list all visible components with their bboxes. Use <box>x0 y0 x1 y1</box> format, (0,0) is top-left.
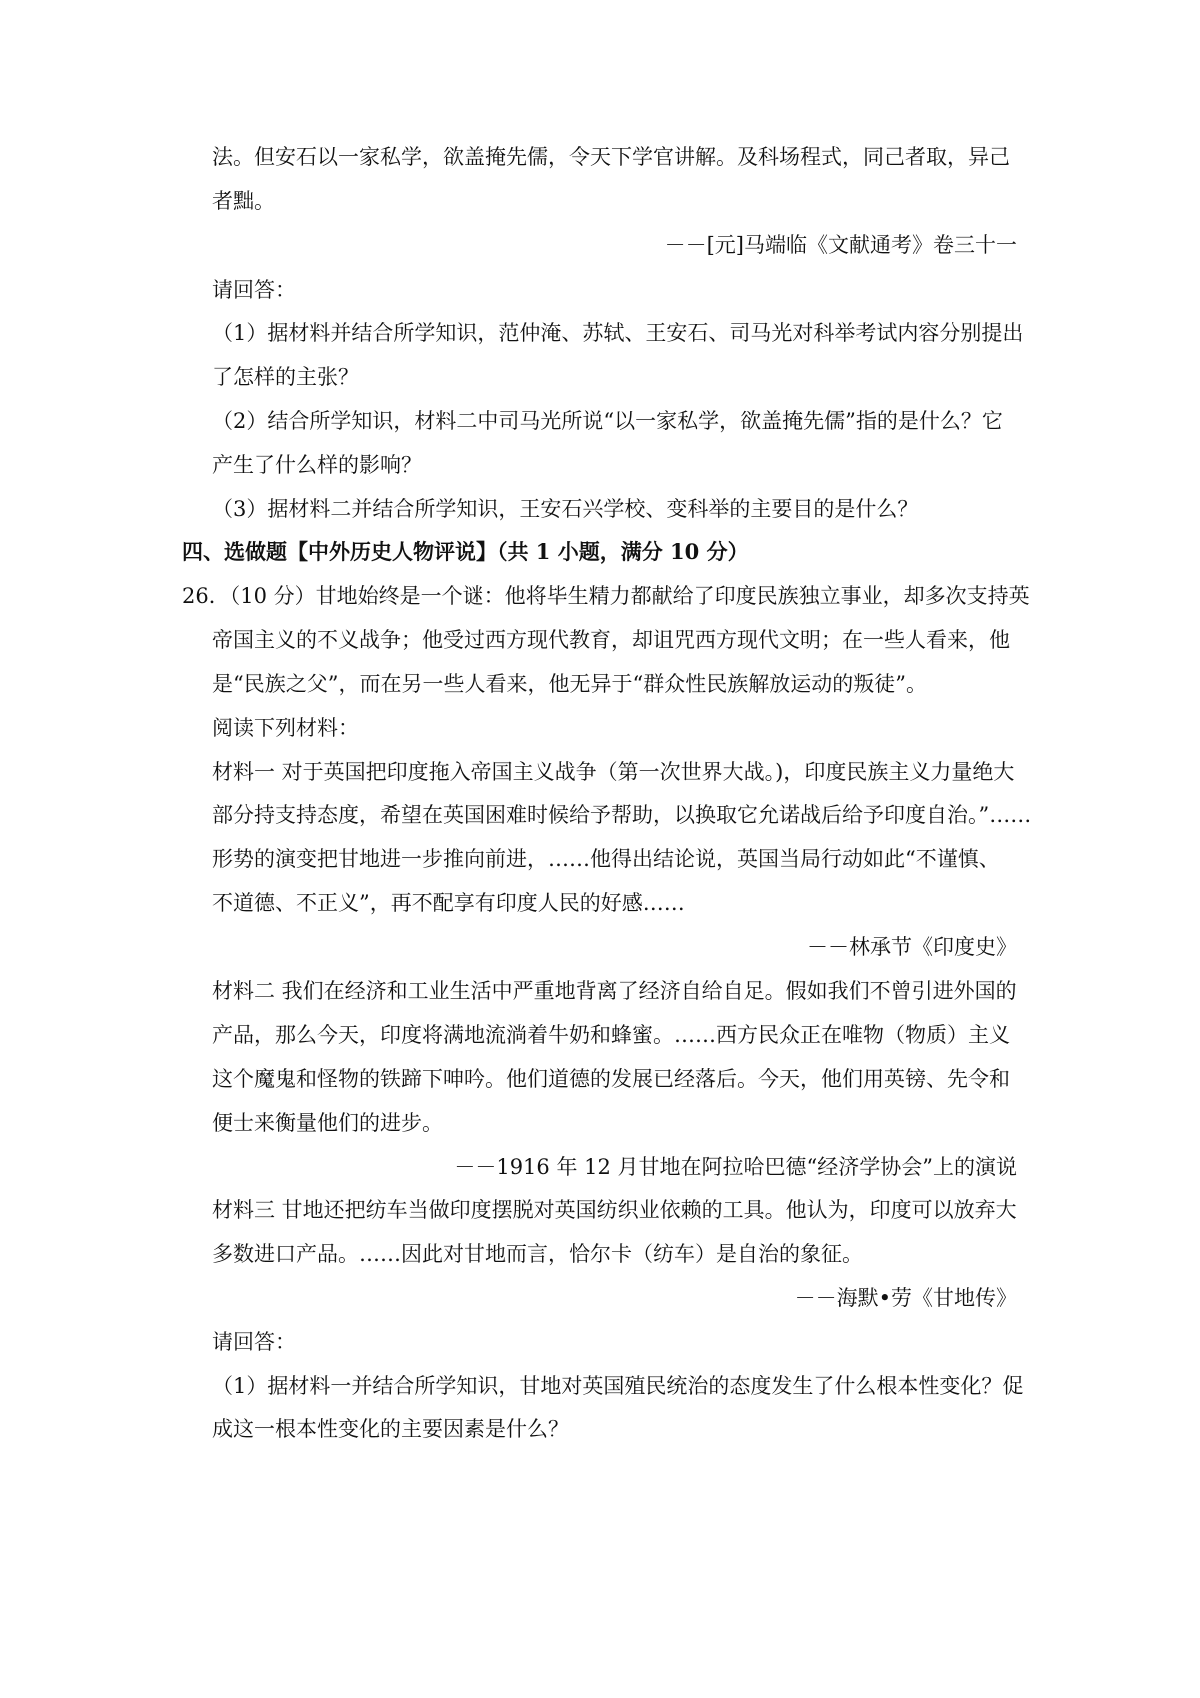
question-1-2: （2）结合所学知识，材料二中司马光所说“以一家私学，欲盖掩先儒”指的是什么？它 <box>212 409 1003 433</box>
question-1-1-cont: 了怎样的主张？ <box>212 365 359 389</box>
source-citation: －－林承节《印度史》 <box>807 935 1017 959</box>
prompt-label: 请回答： <box>212 278 296 302</box>
question-1-2-cont: 产生了什么样的影响？ <box>212 453 422 477</box>
material-2-line: 材料二 我们在经济和工业生活中严重地背离了经济自给自足。假如我们不曾引进外国的 <box>212 979 1017 1003</box>
question-26: 26．（10 分）甘地始终是一个谜：他将毕生精力都献给了印度民族独立事业，却多次支持英 <box>182 584 1030 608</box>
material-3-line: 材料三 甘地还把纺车当做印度摆脱对英国纺织业依赖的工具。他认为，印度可以放弃大 <box>212 1198 1017 1222</box>
source-citation: －－海默•劳《甘地传》 <box>794 1286 1017 1310</box>
prompt-label: 请回答： <box>212 1330 296 1354</box>
question-26-cont: 帝国主义的不义战争；他受过西方现代教育，却诅咒西方现代文明；在一些人看来，他 <box>212 628 1010 652</box>
question-1-3: （3）据材料二并结合所学知识，王安石兴学校、变科举的主要目的是什么？ <box>212 497 919 521</box>
material-1-line: 形势的演变把甘地进一步推向前进，……他得出结论说，英国当局行动如此“不谨慎、 <box>212 847 1000 871</box>
question-26-1-cont: 成这一根本性变化的主要因素是什么？ <box>212 1417 569 1441</box>
material-3-line: 多数进口产品。……因此对甘地而言，恰尔卡（纺车）是自治的象征。 <box>212 1242 863 1266</box>
question-1-1: （1）据材料并结合所学知识，范仲淹、苏轼、王安石、司马光对科举考试内容分别提出 <box>212 321 1024 345</box>
section-heading: 四、选做题【中外历史人物评说】（共 1 小题，满分 10 分） <box>182 539 749 564</box>
question-26-cont: 是“民族之父”，而在另一些人看来，他无异于“群众性民族解放运动的叛徒”。 <box>212 672 927 696</box>
material-1-line: 部分持支持态度，希望在英国困难时候给予帮助，以换取它允诺战后给予印度自治。”…… <box>212 803 1032 827</box>
question-26-1: （1）据材料一并结合所学知识，甘地对英国殖民统治的态度发生了什么根本性变化？促 <box>212 1374 1024 1398</box>
material-1-line: 不道德、不正义”，再不配享有印度人民的好感…… <box>212 891 685 915</box>
material-2-line: 产品，那么今天，印度将满地流淌着牛奶和蜂蜜。……西方民众正在唯物（物质）主义 <box>212 1023 1010 1047</box>
text-line: 者黜。 <box>212 189 275 213</box>
material-2-line: 这个魔鬼和怪物的铁蹄下呻吟。他们道德的发展已经落后。今天，他们用英镑、先令和 <box>212 1067 1010 1091</box>
instruction-line: 阅读下列材料： <box>212 716 359 740</box>
text-line: 法。但安石以一家私学，欲盖掩先儒，令天下学官讲解。及科场程式，同己者取，异己 <box>212 145 1010 169</box>
material-1-line: 材料一 对于英国把印度拖入帝国主义战争（第一次世界大战。)，印度民族主义力量绝大 <box>212 760 1015 784</box>
source-citation: －－1916 年 12 月甘地在阿拉哈巴德“经济学协会”上的演说 <box>454 1155 1017 1179</box>
material-2-line: 便士来衡量他们的进步。 <box>212 1111 443 1135</box>
source-citation: －－[元]马端临《文献通考》卷三十一 <box>664 233 1017 257</box>
